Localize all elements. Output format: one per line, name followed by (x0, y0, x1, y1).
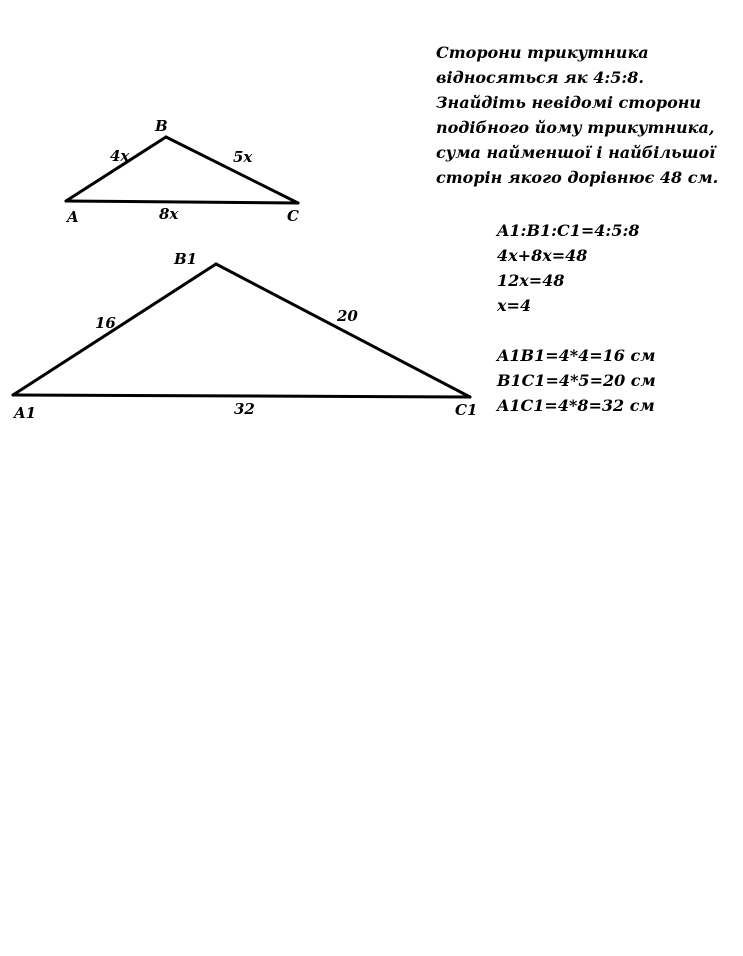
problem-line: подібного йому трикутника, (436, 118, 715, 137)
side-label-b1c1: 20 (337, 307, 358, 325)
solution-result: B1C1=4*5=20 см (497, 371, 656, 390)
spacer (497, 318, 737, 343)
vertex-label-a: A (67, 208, 79, 226)
large-triangle (12, 250, 477, 422)
solution-step: 12x=48 (497, 271, 565, 290)
side-label-ab: 4x (110, 147, 130, 165)
solution-step: A1:B1:C1=4:5:8 (497, 221, 640, 240)
problem-line: Знайдіть невідомі сторони (436, 93, 702, 112)
vertex-label-b: B (155, 117, 168, 135)
solution-step: 4x+8x=48 (497, 246, 588, 265)
small-triangle (65, 117, 299, 226)
side-b1c1 (216, 264, 470, 397)
problem-line: Сторони трикутника (436, 43, 649, 62)
side-label-bc: 5x (233, 148, 253, 166)
solution-result: A1C1=4*8=32 см (497, 396, 655, 415)
solution-result: A1B1=4*4=16 см (497, 346, 656, 365)
solution-block (497, 218, 737, 418)
solution-step: x=4 (497, 296, 532, 315)
side-a1c1 (13, 395, 470, 397)
vertex-label-a1: A1 (14, 404, 37, 422)
side-label-a1c1: 32 (234, 400, 255, 418)
problem-line: відносяться як 4:5:8. (436, 68, 644, 87)
problem-statement (436, 40, 736, 190)
vertex-label-b1: B1 (174, 250, 198, 268)
side-label-a1b1: 16 (95, 314, 116, 332)
vertex-label-c1: C1 (455, 401, 478, 419)
vertex-label-c: C (287, 207, 299, 225)
side-bc (166, 137, 298, 203)
side-ac (66, 201, 298, 203)
side-label-ac: 8x (159, 205, 179, 223)
problem-line: сума найменшої і найбільшої (436, 143, 716, 162)
problem-line: сторін якого дорівнює 48 см. (436, 168, 719, 187)
